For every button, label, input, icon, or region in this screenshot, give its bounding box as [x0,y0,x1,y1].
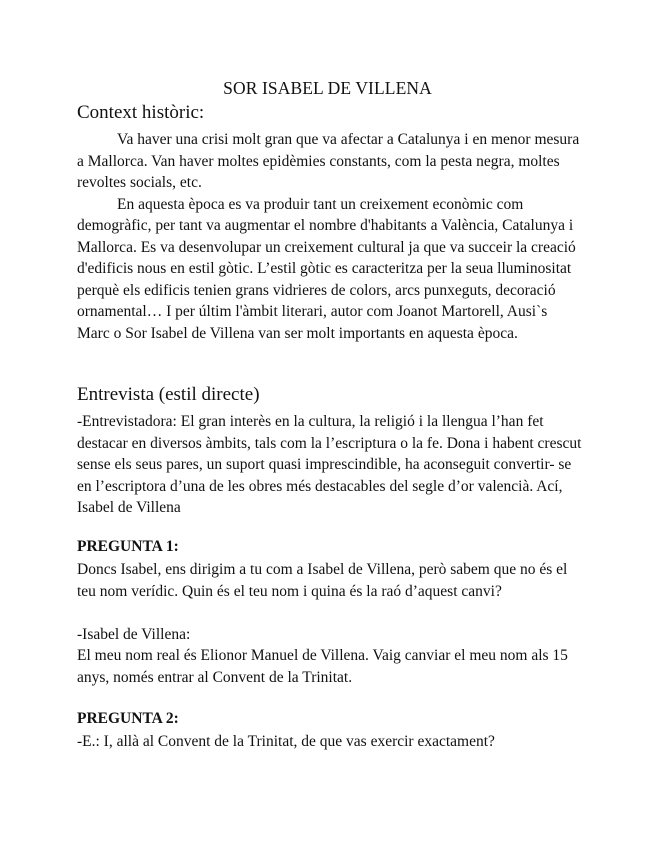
context-paragraph: Va haver una crisi molt gran que va afectar a Catalunya i en menor mesura a Mallorca. Van haver moltes epidèmies constants, com la pesta negra, moltes revoltes socials, etc. [77,131,580,191]
question-1-label: PREGUNTA 1: [77,538,179,555]
question-2-label: PREGUNTA 2: [77,710,179,727]
question-2-text: -E.: I, allà al Convent de la Trinitat, de que vas exercir exactament? [77,733,495,750]
context-paragraph: En aquesta època es va produir tant un creixement econòmic com demogràfic, per tant va augmentar el nombre d'habitants a València, Catalunya i Mallorca. Es va desenvolupar un creixement cultural ja que va succeir la creació d'edificis nous en estil gòtic. L’estil gòtic es caracteritza per la seua lluminositat perquè els edificis tenien grans vidrieres de colors, arcs punxeguts, decoració ornamental… I per últim l'àmbit literari, autor com Joanot Martorell, Ausi`s Marc o Sor Isabel de Villena van ser molt importants en aquesta època. [77,195,576,342]
context-heading: Context històric: [77,102,205,123]
question-1-text: Doncs Isabel, ens dirigim a tu com a Isabel de Villena, però sabem que no és el teu nom verídic. Quin és el teu nom i quina és la raó d’aquest canvi? [77,561,568,600]
page-title: SOR ISABEL DE VILLENA [223,78,432,98]
answer-1-text: El meu nom real és Elionor Manuel de Villena. Vaig canviar el meu nom als 15 anys, només entrar al Convent de la Trinitat. [77,647,568,686]
interview-intro: -Entrevistadora: El gran interès en la cultura, la religió i la llengua l’han fet destacar en diversos àmbits, tals com la l’escriptura o la fe. Dona i habent crescut sense els seus pares, un suport quasi imprescindible, ha aconseguit convertir- se en l’escriptora d’una de les obres més destacables del segle d’or valencià. Ací, Isabel de Villena [77,413,582,516]
interview-heading: Entrevista (estil directe) [77,384,260,405]
context-body [77,129,582,344]
answer-1-speaker: -Isabel de Villena: [77,626,191,643]
